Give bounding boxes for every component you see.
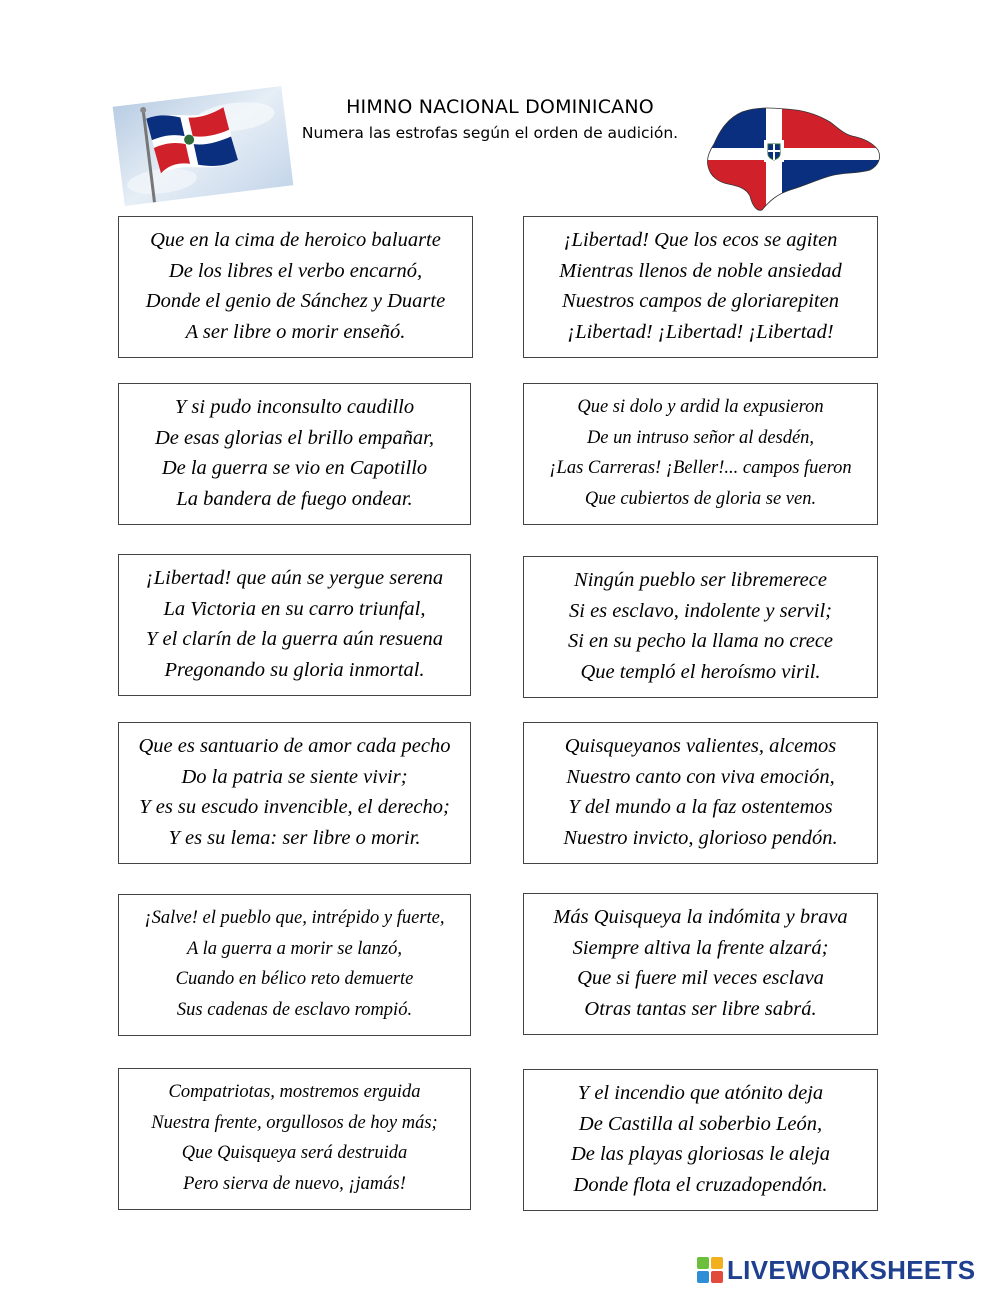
verse-line: Nuestro invicto, glorioso pendón. — [563, 826, 838, 849]
verse-line: Y es su escudo invencible, el derecho; — [139, 796, 450, 818]
verse-line: La Victoria en su carro triunfal, — [163, 597, 426, 620]
liveworksheets-logo-icon — [697, 1257, 723, 1283]
stanza-5[interactable] — [118, 554, 471, 696]
logo-text: LIVEWORKSHEETS — [727, 1254, 976, 1285]
verse-line: De las playas gloriosas le aleja — [570, 1143, 831, 1165]
dominican-map-icon — [706, 100, 884, 214]
stanza-12[interactable] — [523, 1069, 878, 1211]
verse-line: Compatriotas, mostremos erguida — [168, 1082, 421, 1102]
verse-line: Donde flota el cruzadopendón. — [573, 1173, 828, 1196]
verse-line: Y es su lema: ser libre o morir. — [168, 826, 421, 849]
stanza-8[interactable] — [523, 722, 878, 864]
verse-line: De un intruso señor al desdén, — [586, 427, 815, 448]
verse-line: Y del mundo a la faz ostentemos — [568, 796, 833, 818]
verse-line: De los libres el verbo encarnó, — [168, 259, 423, 282]
verse-line: Que es santuario de amor cada pecho — [138, 735, 451, 757]
verse-line: Que templó el heroísmo viril. — [580, 660, 821, 683]
verse-line: ¡Las Carreras! ¡Beller!... campos fueron — [549, 458, 852, 478]
map-image — [706, 100, 884, 214]
liveworksheets-logo[interactable] — [697, 1253, 975, 1287]
page-title: HIMNO NACIONAL DOMINICANO — [346, 96, 654, 118]
verse-line: Y si pudo inconsulto caudillo — [174, 396, 415, 418]
verse-line: Cuando en bélico reto demuerte — [175, 969, 414, 989]
verse-line: La bandera de fuego ondear. — [176, 487, 413, 510]
stanza-6[interactable] — [523, 556, 878, 698]
verse-line: Pero sierva de nuevo, ¡jamás! — [183, 1173, 406, 1194]
verse-line: Que en la cima de heroico baluarte — [150, 229, 441, 251]
stanza-1[interactable] — [118, 216, 473, 358]
dominican-flag-icon — [113, 86, 294, 206]
verse-line: Do la patria se siente vivir; — [181, 765, 408, 788]
verse-line: De Castilla al soberbio León, — [578, 1112, 823, 1135]
verse-line: De esas glorias el brillo empañar, — [154, 426, 435, 449]
stanza-9[interactable] — [118, 894, 471, 1036]
verse-line: Pregonando su gloria inmortal. — [164, 658, 425, 681]
verse-line: Quisqueyanos valientes, alcemos — [564, 735, 837, 757]
verse-line: ¡Libertad! Que los ecos se agiten — [563, 229, 838, 251]
verse-line: Si es esclavo, indolente y servil; — [569, 599, 832, 622]
verse-line: A ser libre o morir enseñó. — [185, 320, 406, 343]
verse-line: ¡Salve! el pueblo que, intrépido y fuerte, — [144, 908, 445, 928]
verse-line: De la guerra se vio en Capotillo — [161, 457, 428, 479]
verse-line: A la guerra a morir se lanzó, — [187, 938, 402, 959]
verse-line: Nuestro canto con viva emoción, — [566, 765, 835, 788]
verse-line: Sus cadenas de esclavo rompió. — [176, 999, 413, 1020]
instructions: Numera las estrofas según el orden de audición. — [301, 124, 679, 142]
verse-line: Donde el genio de Sánchez y Duarte — [145, 290, 446, 312]
stanza-2[interactable] — [523, 216, 878, 358]
verse-line: Que cubiertos de gloria se ven. — [584, 488, 817, 509]
verse-line: Más Quisqueya la indómita y brava — [553, 906, 848, 928]
verse-line: Que Quisqueya será destruida — [181, 1143, 408, 1163]
stanza-11[interactable] — [118, 1068, 471, 1210]
verse-line: ¡Libertad! que aún se yergue serena — [145, 567, 444, 589]
verse-line: Nuestros campos de gloriarepiten — [562, 290, 839, 312]
stanza-3[interactable] — [118, 383, 471, 525]
verse-line: Y el clarín de la guerra aún resuena — [145, 628, 444, 650]
flag-photo — [113, 86, 294, 206]
verse-line: Otras tantas ser libre sabrá. — [584, 997, 817, 1020]
stanza-4[interactable] — [523, 383, 878, 525]
verse-line: Ningún pueblo ser libremerece — [574, 569, 827, 591]
stanza-10[interactable] — [523, 893, 878, 1035]
verse-line: Si en su pecho la llama no crece — [567, 630, 834, 652]
verse-line: Que si fuere mil veces esclava — [577, 967, 824, 989]
verse-line: Y el incendio que atónito deja — [577, 1082, 824, 1104]
verse-line: Nuestra frente, orgullosos de hoy más; — [151, 1112, 438, 1133]
verse-line: Mientras llenos de noble ansiedad — [559, 259, 842, 282]
verse-line: Siempre altiva la frente alzará; — [572, 936, 829, 959]
stanza-7[interactable] — [118, 722, 471, 864]
verse-line: ¡Libertad! ¡Libertad! ¡Libertad! — [567, 320, 834, 343]
verse-line: Que si dolo y ardid la expusieron — [577, 397, 824, 417]
